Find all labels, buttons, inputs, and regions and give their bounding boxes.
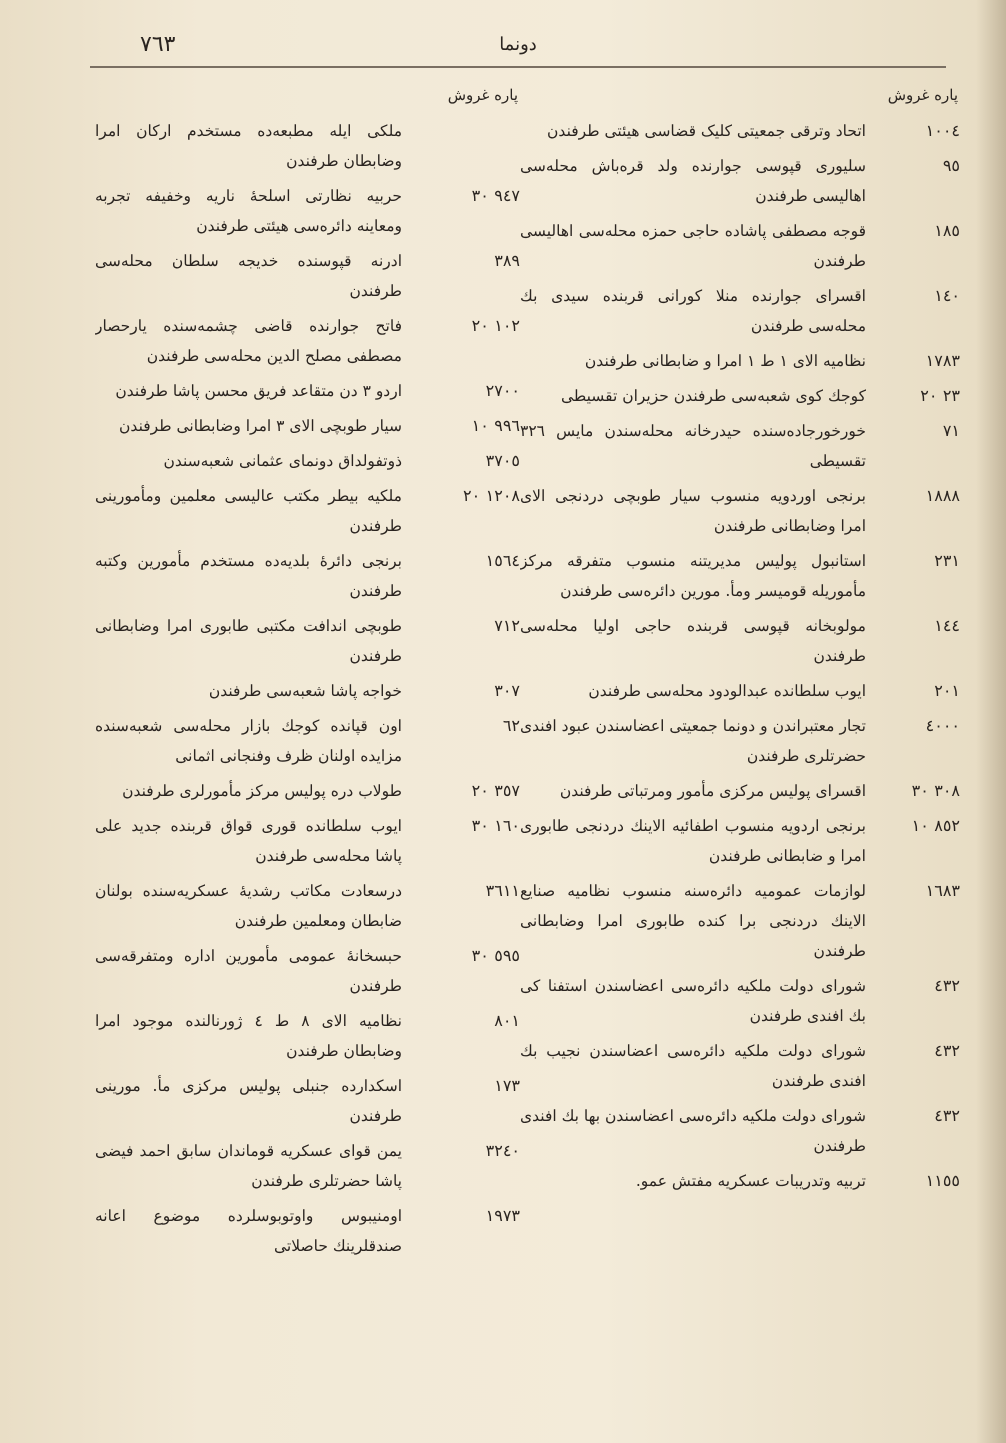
list-item	[95, 1006, 520, 1066]
amount-cell	[402, 941, 520, 971]
ghurush-amount: ٣٠٧	[494, 681, 520, 700]
donor-description: اقسرای جوارنده منلا کورانی قربنده سیدی بك محله‌سی طرفندن	[520, 287, 866, 335]
list-item	[520, 281, 960, 341]
amount-cell	[866, 546, 960, 576]
header-rule	[90, 66, 946, 68]
list-item	[95, 246, 520, 306]
para-amount	[458, 446, 486, 476]
donor-description: برنجی دائرهٔ بلدیه‌ده مستخدم مأمورین وکتبه طرفندن	[95, 552, 402, 600]
list-item	[520, 876, 960, 966]
amount-cell	[866, 151, 960, 181]
ghurush-amount: ١٧٣	[494, 1076, 520, 1095]
donor-description: قوجه مصطفی پاشاده حاجی حمزه محله‌سی اهالیسی طرفندن	[520, 222, 866, 270]
column-heading: پاره غروش	[887, 86, 958, 104]
donor-description: اون قپانده کوجك بازار محله‌سی شعبه‌سنده مزایده اولنان ظرف وفنجانی اثمانی	[95, 717, 402, 765]
ghurush-amount: ١٧٨٣	[925, 351, 960, 370]
ghurush-amount: ٢٠١	[934, 681, 960, 700]
para-amount	[898, 876, 926, 906]
ghurush-amount: ٤٠٠٠	[925, 716, 960, 735]
para-amount	[898, 711, 926, 741]
donor-description: نظامیه الای ۱ ط ۱ امرا و ضابطانی طرفندن	[584, 352, 866, 370]
amount-cell	[402, 481, 520, 511]
list-item	[520, 116, 960, 146]
amount-cell	[402, 611, 520, 641]
para-amount: ٣٠	[471, 946, 489, 965]
para-amount	[906, 611, 934, 641]
list-item	[95, 446, 520, 476]
donor-description: استانبول پولیس مدیریتنه منسوب متفرقه مرکز مأموریله قومیسر ومأ. مورین دائره‌سی طرفندن	[520, 552, 866, 600]
amount-cell	[866, 416, 960, 446]
list-item	[95, 876, 520, 936]
donor-description: ایوب سلطانده قوری قواق قربنده جدید علی پاشا محله‌سی طرفندن	[95, 817, 402, 865]
donor-description: کوجك کوی شعبه‌سی طرفندن حزیران تقسیطی	[560, 387, 866, 405]
para-amount	[466, 1071, 494, 1101]
donor-description: شورای دولت ملکیه دائره‌سی اعضاسندن نجیب بك افندی طرفندن	[520, 1042, 866, 1090]
donor-description: برنجی اوردویه منسوب سیار طوبچی دردنجی الای امرا وضابطانی طرفندن	[520, 487, 866, 535]
para-amount	[466, 676, 494, 706]
list-item	[520, 546, 960, 606]
amount-cell	[866, 116, 960, 146]
donor-description: سلیوری قپوسی جوارنده ولد قره‌باش محله‌سی اهالیسی طرفندن	[520, 157, 866, 205]
ghurush-amount: ١٨٥	[934, 221, 960, 240]
page-number: ٧٦٣	[140, 32, 176, 57]
donor-description: طولاب دره پولیس مرکز مأمورلری طرفندن	[122, 782, 402, 800]
amount-cell	[866, 711, 960, 741]
amount-cell	[866, 281, 960, 311]
para-amount	[906, 1101, 934, 1131]
entry-list	[95, 116, 520, 1261]
ghurush-amount: ٩٥	[942, 156, 960, 175]
ghurush-amount: ٨٥٢	[934, 816, 960, 835]
entry-list	[520, 116, 960, 1196]
para-amount	[906, 971, 934, 1001]
amount-cell	[402, 811, 520, 841]
amount-cell	[866, 876, 960, 906]
para-amount	[915, 151, 943, 181]
list-item	[520, 1101, 960, 1161]
ghurush-amount: ٢٣١	[934, 551, 960, 570]
amount-cell	[402, 181, 520, 211]
amount-cell	[402, 311, 520, 341]
ghurush-amount: ١٩٧٣	[485, 1206, 520, 1225]
amount-cell	[866, 1166, 960, 1196]
para-amount: ١٠	[471, 416, 489, 435]
ghurush-amount: ٢٧٠٠	[485, 381, 520, 400]
list-item	[520, 811, 960, 871]
column-right	[520, 82, 960, 1201]
amount-cell	[402, 246, 520, 276]
amount-cell	[866, 1036, 960, 1066]
para-amount: ٣٠	[471, 186, 489, 205]
list-item	[520, 611, 960, 671]
donor-description: ادرنه قپوسنده خدیجه سلطان محله‌سی طرفندن	[95, 252, 402, 300]
list-item	[520, 151, 960, 211]
ghurush-amount: ١١٥٥	[925, 1171, 960, 1190]
donor-description: ایوب سلطانده عبدالودود محله‌سی طرفندن	[588, 682, 866, 700]
donor-description: مولوبخانه قپوسی قربنده حاجی اولیا محله‌سی طرفندن	[520, 617, 866, 665]
donor-description: ملکیه بیطر مکتب عالیسی معلمین ومأمورینی طرفندن	[95, 487, 402, 535]
para-amount	[458, 1201, 486, 1231]
list-item	[520, 676, 960, 706]
ghurush-amount: ١٥٦٤	[485, 551, 520, 570]
list-item	[95, 181, 520, 241]
donor-description: اردو ٣ دن متقاعد فریق محسن پاشا طرفندن	[115, 382, 402, 400]
para-amount	[915, 416, 943, 446]
amount-cell	[402, 376, 520, 406]
amount-cell	[866, 346, 960, 376]
donor-description: لوازمات عمومیه دائره‌سنه منسوب نظامیه صنایع الاینك دردنجی برا کنده طابوری امرا وضابطانی طرفندن	[520, 882, 866, 960]
donor-description: نظامیه الای ٨ ط ٤ ژورنالنده موجود امرا وضابطان طرفندن	[95, 1012, 402, 1060]
donor-description: اتحاد وترقی جمعیتی کلیک قضاسی هیئتی طرفندن	[547, 122, 866, 140]
ghurush-amount: ١٦٨٣	[925, 881, 960, 900]
para-amount	[458, 546, 486, 576]
para-amount: ٢٠	[463, 486, 481, 505]
ghurush-amount: ١٤٤	[934, 616, 960, 635]
ghurush-amount: ٩٤٧	[494, 186, 520, 205]
donor-description: حبسخانهٔ عمومی مأمورین اداره ومتفرقه‌سی طرفندن	[95, 947, 402, 995]
ghurush-amount: ٧١	[942, 421, 960, 440]
ghurush-amount: ٨٠١	[494, 1011, 520, 1030]
para-amount: ٢٠	[471, 316, 489, 335]
list-item	[520, 381, 960, 411]
list-item	[520, 1166, 960, 1196]
list-item	[95, 776, 520, 806]
amount-cell	[402, 1201, 520, 1231]
list-item	[520, 346, 960, 376]
donor-description: تجار معتبراندن و دونما جمعیتی اعضاسندن عبود افندی حضرتلری طرفندن	[520, 717, 866, 765]
para-amount	[898, 1166, 926, 1196]
donor-description: برنجی اردویه منسوب اطفائیه الاینك دردنجی طابوری امرا و ضابطانی طرفندن	[520, 817, 866, 865]
para-amount	[906, 546, 934, 576]
para-amount	[906, 676, 934, 706]
para-amount: ٢٠	[471, 781, 489, 800]
para-amount	[466, 1006, 494, 1036]
list-item	[95, 711, 520, 771]
donor-description: درسعادت مکاتب رشدیهٔ عسکریه‌سنده بولنان ضابطان ومعلمین طرفندن	[95, 882, 402, 930]
ghurush-amount: ٩٩٦	[494, 416, 520, 435]
para-amount: ٢٠	[920, 386, 938, 405]
list-item	[95, 481, 520, 541]
para-amount	[466, 611, 494, 641]
list-item	[520, 711, 960, 771]
column-left	[95, 82, 520, 1266]
para-amount	[898, 116, 926, 146]
para-amount	[906, 1036, 934, 1066]
amount-cell	[402, 1071, 520, 1101]
amount-cell	[866, 216, 960, 246]
donor-description: خواجه پاشا شعبه‌سی طرفندن	[208, 682, 402, 700]
donor-description: حربیه نظارتی اسلحهٔ ناریه وخفیفه تجربه ومعاینه دائره‌سی هیئتی طرفندن	[95, 187, 402, 235]
ghurush-amount: ١٦٠	[494, 816, 520, 835]
amount-cell	[866, 611, 960, 641]
para-amount	[906, 281, 934, 311]
amount-cell	[402, 411, 520, 441]
para-amount	[898, 481, 926, 511]
donor-description: اومنیبوس واوتوبوسلرده موضوع اعانه صندقلرینك حاصلاتی	[95, 1207, 402, 1255]
amount-cell	[866, 1101, 960, 1131]
para-amount	[475, 711, 503, 741]
ghurush-amount: ٧١٢	[494, 616, 520, 635]
para-amount: ٣٠	[911, 781, 929, 800]
ghurush-amount: ٤٣٢	[934, 1106, 960, 1125]
list-item	[95, 676, 520, 706]
ghurush-amount: ٤٣٢	[934, 976, 960, 995]
donor-description: ذوتفولداق دونمای عثمانی شعبه‌سندن	[163, 452, 402, 470]
donor-description: ملکی ایله مطبعه‌ده مستخدم ارکان امرا وضابطان طرفندن	[95, 122, 402, 170]
para-amount	[466, 246, 494, 276]
donor-description: فاتح جوارنده قاضی چشمه‌سنده یارحصار مصطفی مصلح الدین محله‌سی طرفندن	[95, 317, 402, 365]
ghurush-amount: ٣٢٤٠	[485, 1141, 520, 1160]
list-item	[520, 776, 960, 806]
amount-cell	[402, 711, 520, 741]
para-amount: ٣٠	[471, 816, 489, 835]
list-item	[95, 1201, 520, 1261]
donor-description: اقسرای پولیس مرکزی مأمور ومرتباتی طرفندن	[559, 782, 866, 800]
ghurush-amount: ٣٥٧	[494, 781, 520, 800]
amount-cell	[402, 1006, 520, 1036]
ghurush-amount: ٣٦١١	[485, 881, 520, 900]
ghurush-amount: ١٠٠٤	[925, 121, 960, 140]
ghurush-amount: ٥٩٥	[494, 946, 520, 965]
list-item	[520, 216, 960, 276]
list-item	[95, 941, 520, 1001]
amount-cell	[866, 676, 960, 706]
donor-description: شورای دولت ملکیه دائره‌سی اعضاسندن استفنا کی بك افندی طرفندن	[520, 977, 866, 1025]
list-item	[95, 311, 520, 371]
amount-cell	[402, 446, 520, 476]
ghurush-amount: ٣٧٠٥	[485, 451, 520, 470]
ghurush-amount: ١٠٢	[494, 316, 520, 335]
para-amount	[458, 1136, 486, 1166]
amount-cell	[402, 776, 520, 806]
page-edge-shadow	[976, 0, 1006, 1443]
amount-cell	[866, 971, 960, 1001]
donor-description: خورخورجاده‌سنده حیدرخانه محله‌سندن مایس ٣٢٦ تقسیطی	[520, 422, 866, 470]
ghurush-amount: ١٢٠٨	[485, 486, 520, 505]
amount-cell	[866, 776, 960, 806]
list-item	[520, 416, 960, 476]
amount-cell	[402, 676, 520, 706]
para-amount: ١٠	[911, 816, 929, 835]
ghurush-amount: ١٨٨٨	[925, 486, 960, 505]
list-item	[95, 611, 520, 671]
list-item	[95, 116, 520, 176]
ghurush-amount: ٤٣٢	[934, 1041, 960, 1060]
list-item	[95, 376, 520, 406]
list-item	[95, 1136, 520, 1196]
amount-cell	[402, 546, 520, 576]
donor-description: اسکدارده جنبلی پولیس مرکزی مأ. مورینی طرفندن	[95, 1077, 402, 1125]
list-item	[95, 546, 520, 606]
ghurush-amount: ٢٣	[942, 386, 960, 405]
list-item	[520, 481, 960, 541]
amount-cell	[402, 876, 520, 906]
list-item	[520, 971, 960, 1031]
running-title: دونما	[499, 34, 537, 55]
amount-cell	[866, 481, 960, 511]
amount-cell	[866, 381, 960, 411]
para-amount	[458, 376, 486, 406]
donor-description: شورای دولت ملکیه دائره‌سی اعضاسندن بها بك افندی طرفندن	[520, 1107, 866, 1155]
ghurush-amount: ٣٨٩	[494, 251, 520, 270]
list-item	[95, 411, 520, 441]
ghurush-amount: ١٤٠	[934, 286, 960, 305]
para-amount	[458, 876, 486, 906]
donor-description: یمن قوای عسکریه قوماندان سابق احمد فیضی پاشا حضرتلری طرفندن	[95, 1142, 402, 1190]
ghurush-amount: ٦٢	[502, 716, 520, 735]
para-amount	[906, 216, 934, 246]
ghurush-amount: ٣٠٨	[934, 781, 960, 800]
page-header	[90, 30, 946, 66]
list-item	[520, 1036, 960, 1096]
amount-cell	[866, 811, 960, 841]
donor-description: تربیه وتدریبات عسکریه مفتش عمو.	[635, 1172, 866, 1190]
column-heading: پاره غروش	[447, 86, 518, 104]
para-amount	[898, 346, 926, 376]
list-item	[95, 811, 520, 871]
donor-description: سیار طوبچی الای ٣ امرا وضابطانی طرفندن	[119, 417, 402, 435]
list-item	[95, 1071, 520, 1131]
amount-cell	[402, 1136, 520, 1166]
donor-description: طوبچی اندافت مکتبی طابوری امرا وضابطانی طرفندن	[95, 617, 402, 665]
